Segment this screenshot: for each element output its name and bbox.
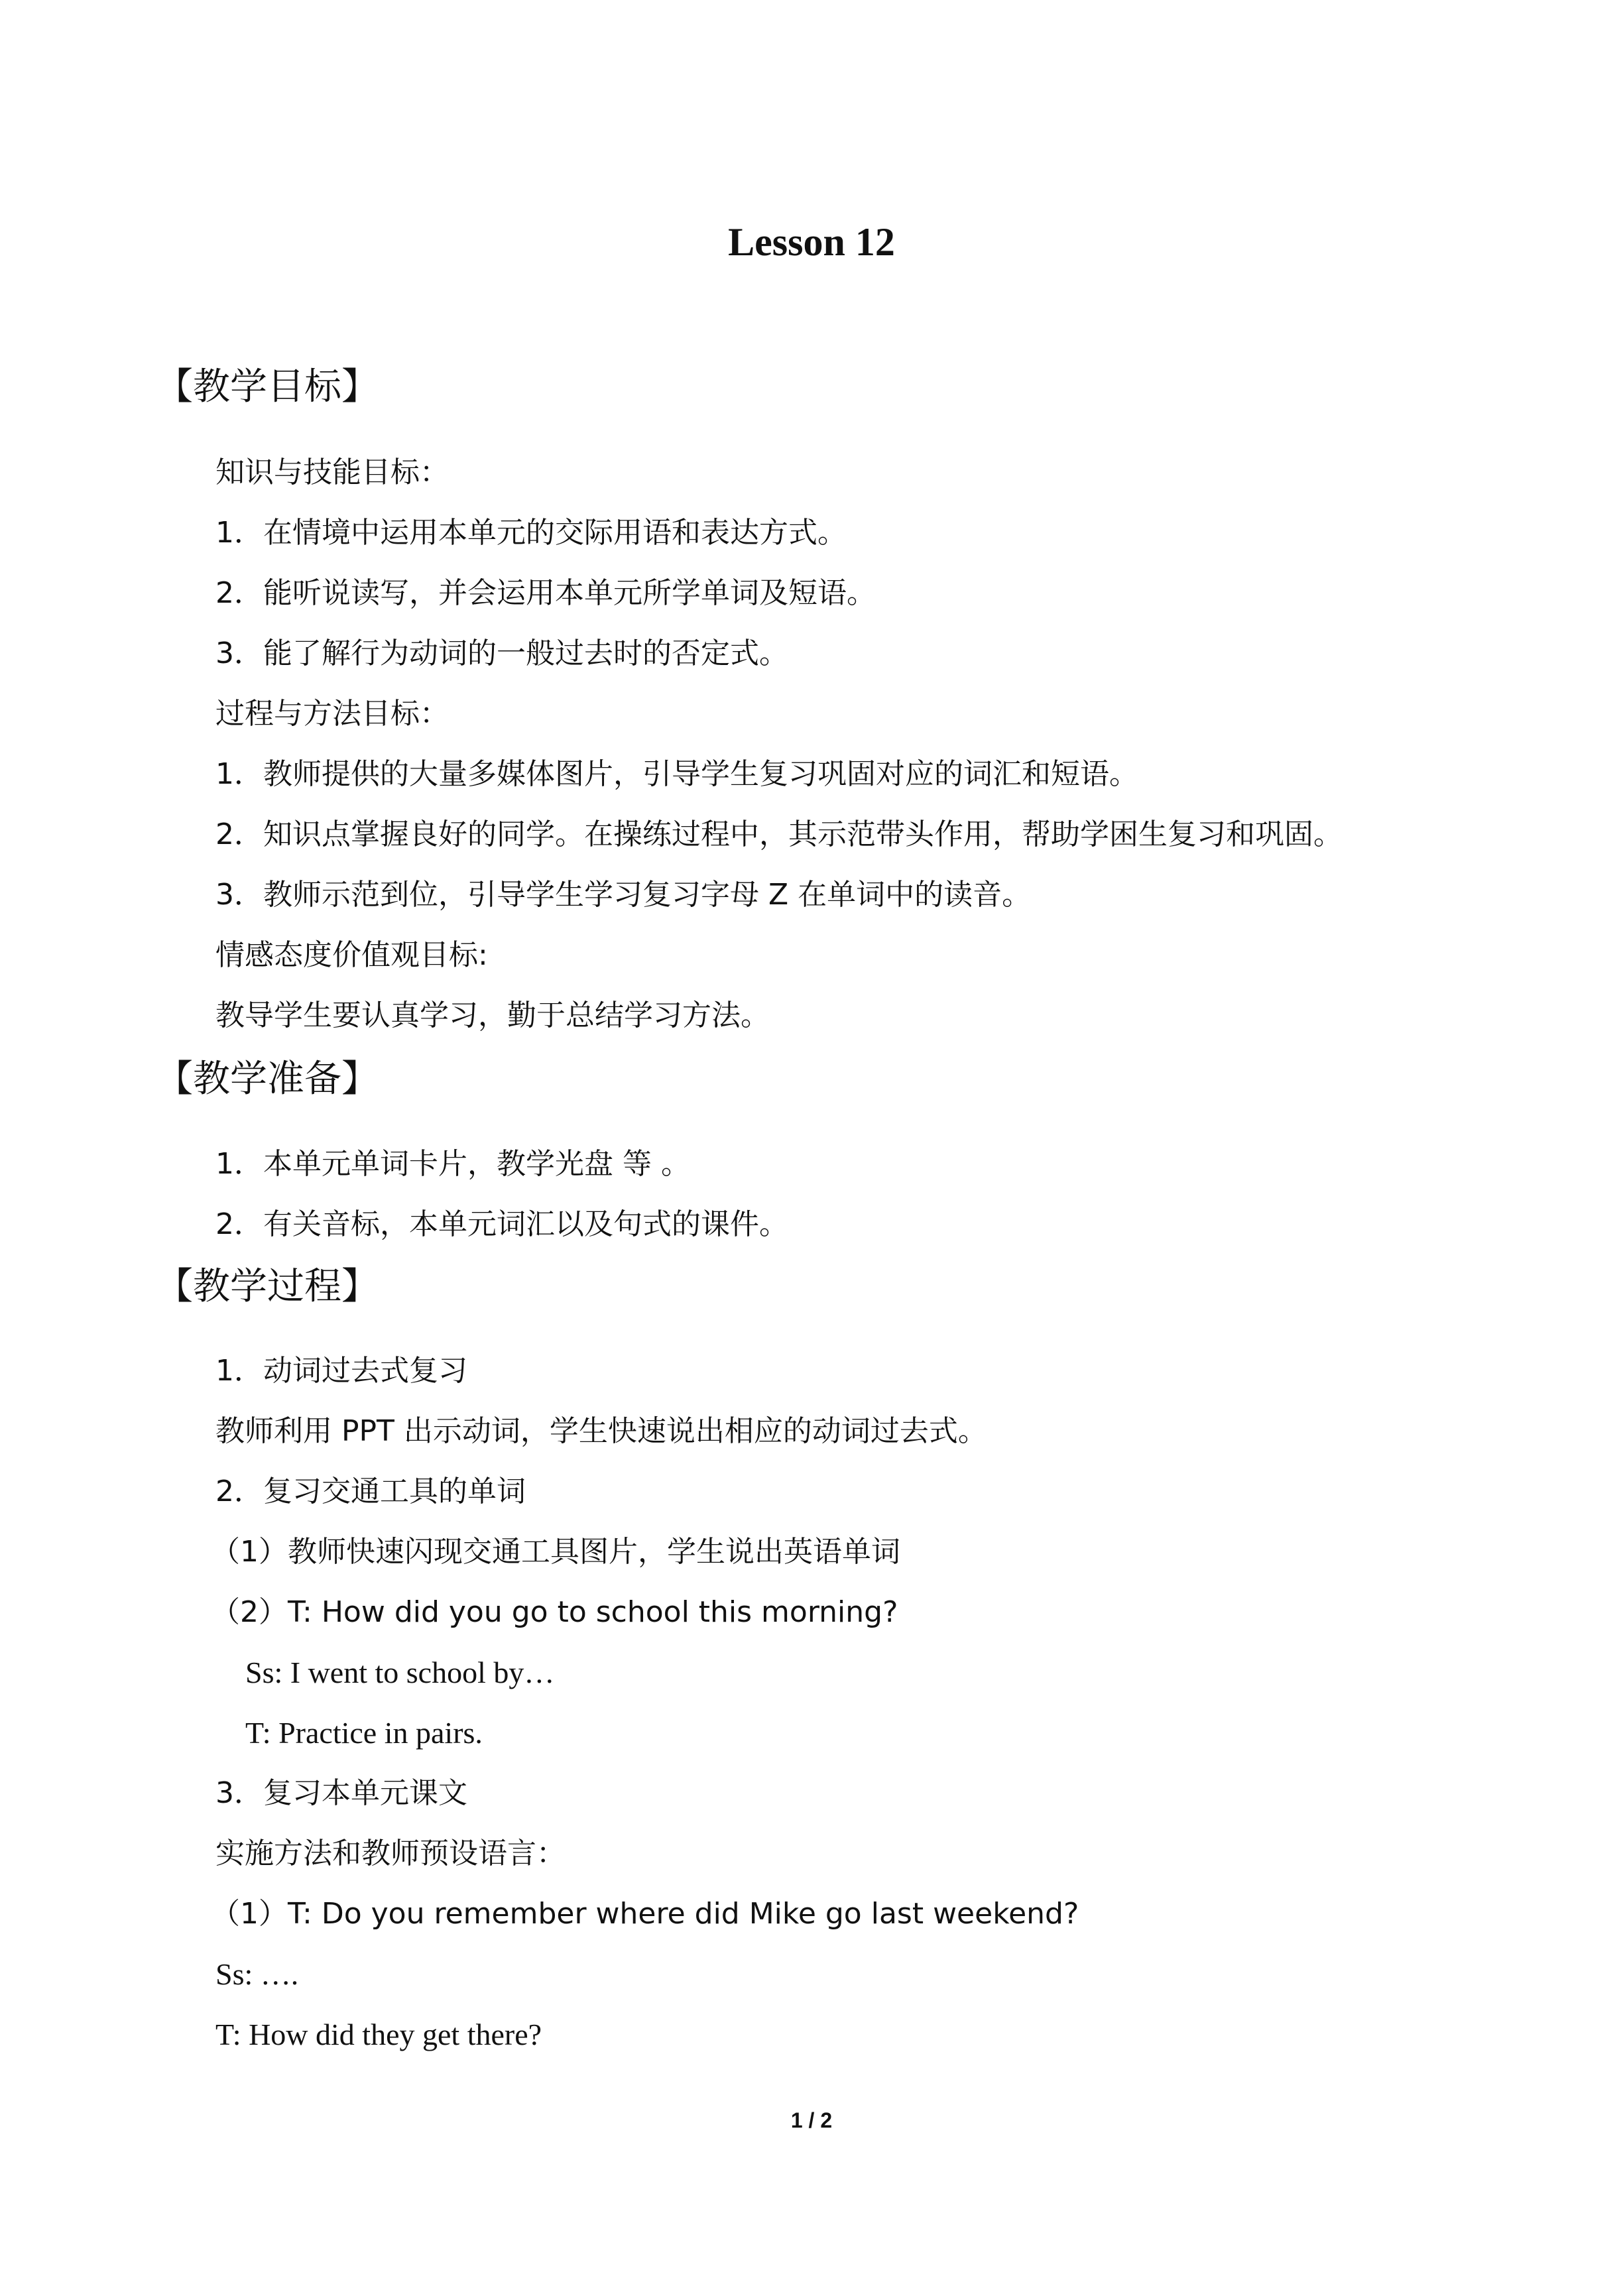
objectives-line: 过程与方法目标： [215, 697, 449, 731]
objectives-line: 3．能了解行为动词的一般过去时的否定式。 [215, 636, 788, 670]
page-title: Lesson 12 [728, 220, 895, 264]
preparation-line: 2．有关音标，本单元词汇以及句式的课件。 [215, 1207, 788, 1241]
process-line: 2．复习交通工具的单词 [215, 1475, 526, 1508]
section-heading-preparation: 【教学准备】 [156, 1057, 379, 1101]
objectives-line: 教导学生要认真学习，勤于总结学习方法。 [215, 998, 770, 1032]
objectives-line: 1．在情境中运用本单元的交际用语和表达方式。 [215, 516, 847, 550]
preparation-line: 1．本单元单词卡片，教学光盘 等 。 [215, 1147, 690, 1181]
objectives-line: 知识与技能目标： [215, 455, 449, 489]
process-line: Ss: I went to school by… [245, 1656, 555, 1689]
process-line: （1）教师快速闪现交通工具图片，学生说出英语单词 [211, 1535, 900, 1569]
section-heading-objectives: 【教学目标】 [156, 365, 379, 408]
section-heading-process: 【教学过程】 [156, 1265, 379, 1308]
process-line: 3．复习本单元课文 [215, 1776, 467, 1810]
objectives-line: 2．知识点掌握良好的同学。在操练过程中，其示范带头作用，帮助学困生复习和巩固。 [215, 817, 1343, 851]
objectives-line: 3．教师示范到位，引导学生学习复习字母 Z 在单词中的读音。 [215, 878, 1032, 912]
page-number: 1 / 2 [790, 2108, 833, 2132]
process-line: （1）T: Do you remember where did Mike go last weekend? [211, 1897, 1079, 1931]
objectives-line: 1．教师提供的大量多媒体图片，引导学生复习巩固对应的词汇和短语。 [215, 757, 1138, 791]
process-line: 1．动词过去式复习 [215, 1354, 467, 1388]
process-line: 教师利用 PPT 出示动词，学生快速说出相应的动词过去式。 [215, 1414, 987, 1448]
objectives-line: 情感态度价值观目标: [215, 938, 488, 972]
process-line: T: How did they get there? [215, 2018, 542, 2051]
objectives-line: 2．能听说读写，并会运用本单元所学单词及短语。 [215, 576, 876, 610]
process-line: （2）T: How did you go to school this morning? [211, 1595, 898, 1629]
process-line: T: Practice in pairs. [245, 1716, 483, 1750]
process-line: 实施方法和教师预设语言： [215, 1837, 566, 1870]
process-line: Ss: …. [215, 1957, 299, 1991]
